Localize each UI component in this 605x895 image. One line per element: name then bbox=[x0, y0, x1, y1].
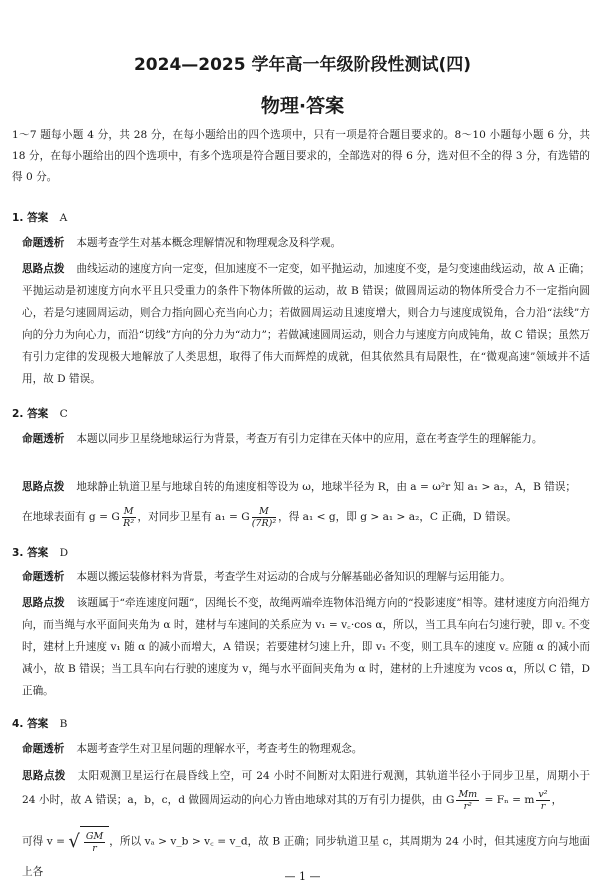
q4-hint-text-b2: ，所以 vₐ > v_b > v꜀ = v_d，故 B 正确；同步轨道卫星 c，其周期为 24 小时，但其速度方向与地面上各 bbox=[22, 835, 590, 878]
q4-answer: B bbox=[59, 718, 68, 730]
q2-fraction-g: $\frac{M}{\text{R²}}$ bbox=[123, 505, 135, 529]
q1-hint-text: 曲线运动的速度方向一定变，但加速度不一定变，如平抛运动，加速度不变，是匀变速曲线运动，故 A 正确；平抛运动是初速度方向水平且只受重力的条件下物体所做的运动，故 B 错误；做圆周运动的物体所受合力不一定指向圆心，若是匀速圆周运动，则合力指向圆心充当向心力；若做圆周运动且速度增大，则合力与速度成锐角，合力沿“法线”方向的分力为向心力，而沿“切线”方向的分力为“动力”；若做减速圆周运动，则合力与速度方向成钝角，故 C 错误；虽然万有引力定律的发现极大地解放了人类思想，取得了伟大而辉煌的成就，但其依然具有局限性，在“微观高速”领域并不适用，故 D 错误。 bbox=[22, 263, 590, 385]
q3-hint bbox=[22, 592, 590, 702]
q2-hint-label: 思路点拨 bbox=[22, 481, 65, 493]
q2-heading: 2. 答案 bbox=[12, 408, 49, 420]
q4-hint-text-a: 太阳观测卫星运行在晨昏线上空，可 24 小时不间断对太阳进行观测，其轨道半径小于同步卫星，周期小于 24 小时，故 A 错误；a，b，c，d 做圆周运动的向心力皆由地球对其的万有引力提供，由 G bbox=[22, 770, 591, 806]
q2-hint-formula-line bbox=[22, 502, 590, 532]
q2-analysis bbox=[22, 428, 590, 450]
q2-hint-text-a: 地球静止轨道卫星与地球自转的角速度相等设为 ω，地球半径为 R，由 a = ω²r 知 a₁ > a₂，A，B 错误； bbox=[76, 481, 577, 493]
q4-analysis-text: 本题考查学生对卫星问题的理解水平，考查考生的物理观念。 bbox=[76, 743, 363, 755]
exam-subtitle: 物理·答案 bbox=[260, 95, 345, 117]
q3-heading: 3. 答案 bbox=[12, 547, 49, 559]
q1-analysis bbox=[22, 232, 590, 254]
q2-fraction-a1: $\frac{M}{\text{(7R)²}}$ bbox=[251, 505, 277, 529]
q1-hint bbox=[22, 258, 590, 390]
q1-answer-line bbox=[12, 208, 590, 229]
q4-hint-label: 思路点拨 bbox=[22, 770, 66, 782]
q2-hint-text-b1: 在地球表面有 g = G bbox=[22, 511, 120, 523]
q4-analysis-label: 命题透析 bbox=[22, 743, 65, 755]
q4-hint-text-b1: 可得 v = bbox=[22, 835, 69, 848]
q4-sqrt-velocity: √ $\frac{GM}{r}$ bbox=[68, 826, 109, 857]
q2-answer: C bbox=[59, 408, 68, 420]
q4-hint-text-a2: = Fₙ = m bbox=[481, 794, 535, 806]
q3-analysis-label: 命题透析 bbox=[22, 571, 65, 583]
q3-answer: D bbox=[59, 547, 69, 559]
scoring-instructions: 1～7 题每小题 4 分，共 28 分，在每小题给出的四个选项中，只有一项是符合题目要求的。8～10 小题每小题 6 分，共 18 分，在每小题给出的四个选项中，有多个选项是符合题目要求的，全部选对的得 6 分，选对但不全的得 3 分，有选错的得 0 分。 bbox=[12, 129, 590, 183]
q2-answer-line bbox=[12, 404, 590, 425]
q1-hint-label: 思路点拨 bbox=[22, 263, 65, 275]
q2-hint-text-b2: ，对同步卫星有 a₁ = G bbox=[137, 511, 250, 523]
q1-answer: A bbox=[59, 212, 68, 224]
q4-fraction-gravity: $\frac{Mm}{\text{r²}}$ bbox=[458, 788, 478, 812]
q3-analysis-text: 本题以搬运装修材料为背景，考查学生对运动的合成与分解基础必备知识的理解与运用能力。 bbox=[76, 571, 511, 583]
q4-fraction-centripetal: $\frac{\text{v²}}{r}$ bbox=[538, 788, 548, 812]
q4-analysis bbox=[22, 738, 590, 760]
q3-hint-text: 该题属于“牵连速度问题”，因绳长不变，故绳两端牵连物体沿绳方向的“投影速度”相等。建材速度方向沿绳方向，而当绳与水平面间夹角为 α 时，建材与车速间的关系应为 v₁ = v꜀·cos α，所以，当工具车向右匀速行驶，即 v꜀ 不变时，建材上升速度 v₁ 随 α 的减小而增大，A 错误；若要建材匀速上升，即 v₁ 不变，则工具车的速度 v꜀ 应随 α 的减小而减小，故 B 错误；当工具车向右行驶的速度为 v，绳与水平面间夹角为 α 时，建材的上升速度为 vcos α，所以 C 错，D 正确。 bbox=[22, 597, 590, 697]
q4-hint bbox=[22, 764, 590, 812]
q2-hint bbox=[22, 476, 590, 498]
q4-heading: 4. 答案 bbox=[12, 718, 49, 730]
page-number: — 1 — bbox=[284, 870, 321, 883]
q1-analysis-text: 本题考查学生对基本概念理解情况和物理观念及科学观。 bbox=[76, 237, 342, 249]
q4-hint-text-a3: ， bbox=[551, 794, 563, 806]
q2-analysis-text: 本题以同步卫星绕地球运行为背景，考查万有引力定律在天体中的应用，意在考查学生的理解能力。 bbox=[76, 433, 543, 445]
q1-analysis-label: 命题透析 bbox=[22, 237, 65, 249]
q1-heading: 1. 答案 bbox=[12, 212, 49, 224]
q2-analysis-label: 命题透析 bbox=[22, 433, 65, 445]
q3-analysis bbox=[22, 566, 590, 588]
q2-hint-text-b3: ，得 a₁ < g，即 g > a₁ > a₂，C 正确，D 错误。 bbox=[278, 511, 517, 523]
q3-answer-line bbox=[12, 543, 590, 564]
exam-title: 2024—2025 学年高一年级阶段性测试(四) bbox=[133, 55, 472, 75]
q3-hint-label: 思路点拨 bbox=[22, 597, 65, 609]
q4-answer-line bbox=[12, 714, 590, 735]
